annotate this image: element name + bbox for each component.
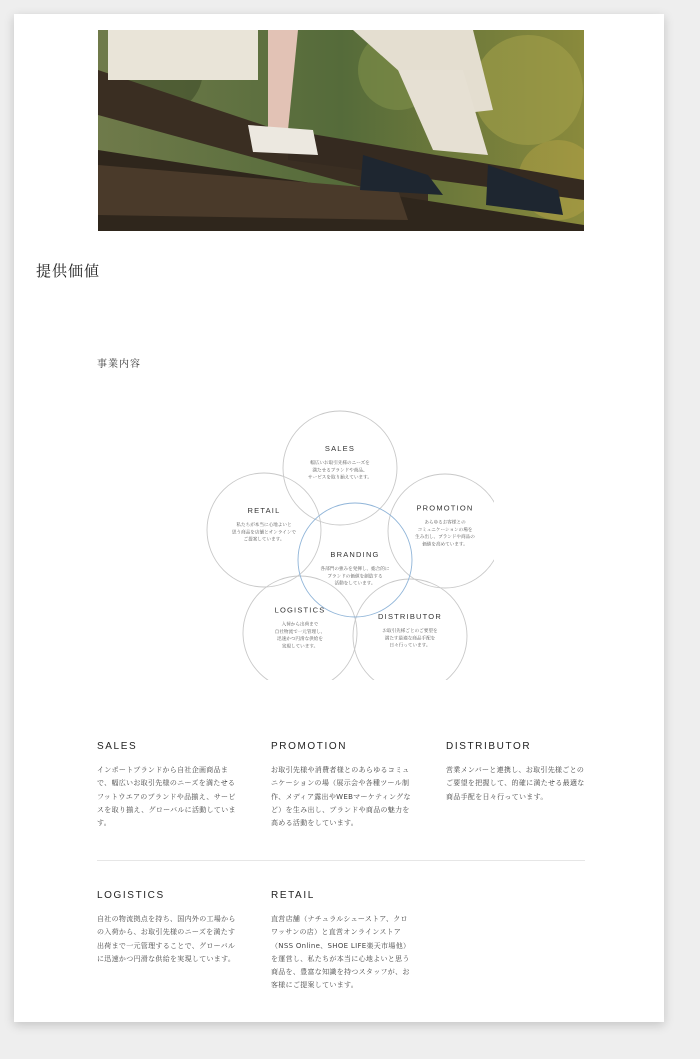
- circle-promotion-title: PROMOTION: [416, 503, 474, 513]
- circle-logistics: [243, 576, 357, 680]
- circle-logistics-text-line: 自社物流で一元管理し、: [274, 629, 326, 635]
- detail-retail: [271, 890, 413, 993]
- circle-branding-text-line: 活動をしています。: [334, 581, 376, 587]
- circle-logistics-title: LOGISTICS: [274, 605, 326, 615]
- circle-branding-title: BRANDING: [330, 550, 380, 559]
- detail-promotion-title: PROMOTION: [271, 741, 348, 752]
- detail-promotion-text: お取引先様や消費者様とのあらゆるコミュニケーションの場（展示会や各種ツール制作、メディア露出やWEBマーケティングなど）を生み出し、ブランドや商品の魅力を高める活動をしています。: [271, 766, 411, 828]
- circle-promotion-text-line: コミュニケーションの場を: [417, 527, 473, 533]
- detail-retail-title: RETAIL: [271, 890, 315, 901]
- section-title: 事業内容: [97, 359, 141, 370]
- circle-distributor-title: DISTRIBUTOR: [378, 612, 442, 621]
- section-divider: [97, 860, 585, 861]
- circle-retail-text-line: 思う商品を店舗とオンラインで: [231, 530, 297, 536]
- circle-sales-text-line: 満たせるブランドや商品、: [312, 468, 368, 474]
- detail-sales-title: SALES: [97, 741, 138, 752]
- detail-distributor-text: 営業メンバーと連携し、お取引先様ごとのご要望を把握して、的確に満たせる最適な商品手配を日々行っています。: [446, 766, 585, 801]
- detail-logistics-title: LOGISTICS: [97, 890, 165, 901]
- circle-branding-text-line: 各部門の強みを発揮し、総合的に: [320, 567, 390, 572]
- detail-promotion: [271, 741, 413, 830]
- detail-logistics: [97, 890, 239, 966]
- detail-distributor-title: DISTRIBUTOR: [446, 741, 532, 752]
- detail-logistics-text: 自社の物流拠点を持ち、国内外の工場からの入荷から、お取引先様のニーズを満たす出荷まで一元管理することで、グローバルに迅速かつ円滑な供給を実現しています。: [97, 915, 236, 963]
- circle-distributor-text-line: 満たす最適な商品手配を: [384, 636, 436, 642]
- hero-photo: [98, 30, 584, 231]
- circle-promotion-text-line: 価値を高めています。: [422, 542, 468, 548]
- page-sheet: [14, 14, 664, 1022]
- circle-sales-text-line: 幅広いお取引先様のニーズを: [310, 461, 370, 466]
- circle-retail-text-line: ご提案しています。: [243, 537, 285, 543]
- circle-logistics-text-line: 迅速かつ円滑な供給を: [277, 637, 323, 643]
- circle-logistics-text-line: 実現しています。: [281, 644, 319, 650]
- circle-logistics-text-line: 入荷から出荷まで: [281, 622, 319, 628]
- detail-sales: [97, 741, 239, 830]
- circle-retail-text-line: 私たちが本当に心地よいと: [236, 523, 292, 528]
- circle-promotion-text-line: 生み出し、ブランドや商品の: [415, 535, 475, 541]
- circle-sales-title: SALES: [324, 444, 356, 453]
- circle-retail-title: RETAIL: [247, 506, 281, 515]
- detail-distributor: [446, 741, 588, 804]
- detail-retail-text: 直営店舗（ナチュラルシューストア、クロワッサンの店）と直営オンラインストア（NSS Online、SHOE LIFE楽天市場他）を運営し、私たちが本当に心地よいと思う商品を、豊富な知識を持つスタッフが、お客様にご提案しています。: [271, 915, 411, 990]
- circle-branding: [298, 503, 412, 617]
- circle-promotion-text-line: あらゆるお客様との: [424, 520, 466, 526]
- page-title: 提供価値: [36, 262, 101, 280]
- business-diagram: [184, 390, 494, 680]
- circle-branding-text-line: ブランドの価値を創造する: [327, 574, 383, 580]
- detail-sales-text: インポートブランドから自社企画商品まで、幅広いお取引先様のニーズを満たせるフットウエアのブランドや品揃え、サービスを取り揃え、グローバルに活動しています。: [97, 766, 236, 828]
- circle-distributor-text-line: お取引先様ごとのご要望を: [382, 629, 438, 634]
- circle-sales-text-line: サービスを取り揃えています。: [308, 475, 372, 481]
- circle-distributor-text-line: 日々行っています。: [389, 643, 431, 649]
